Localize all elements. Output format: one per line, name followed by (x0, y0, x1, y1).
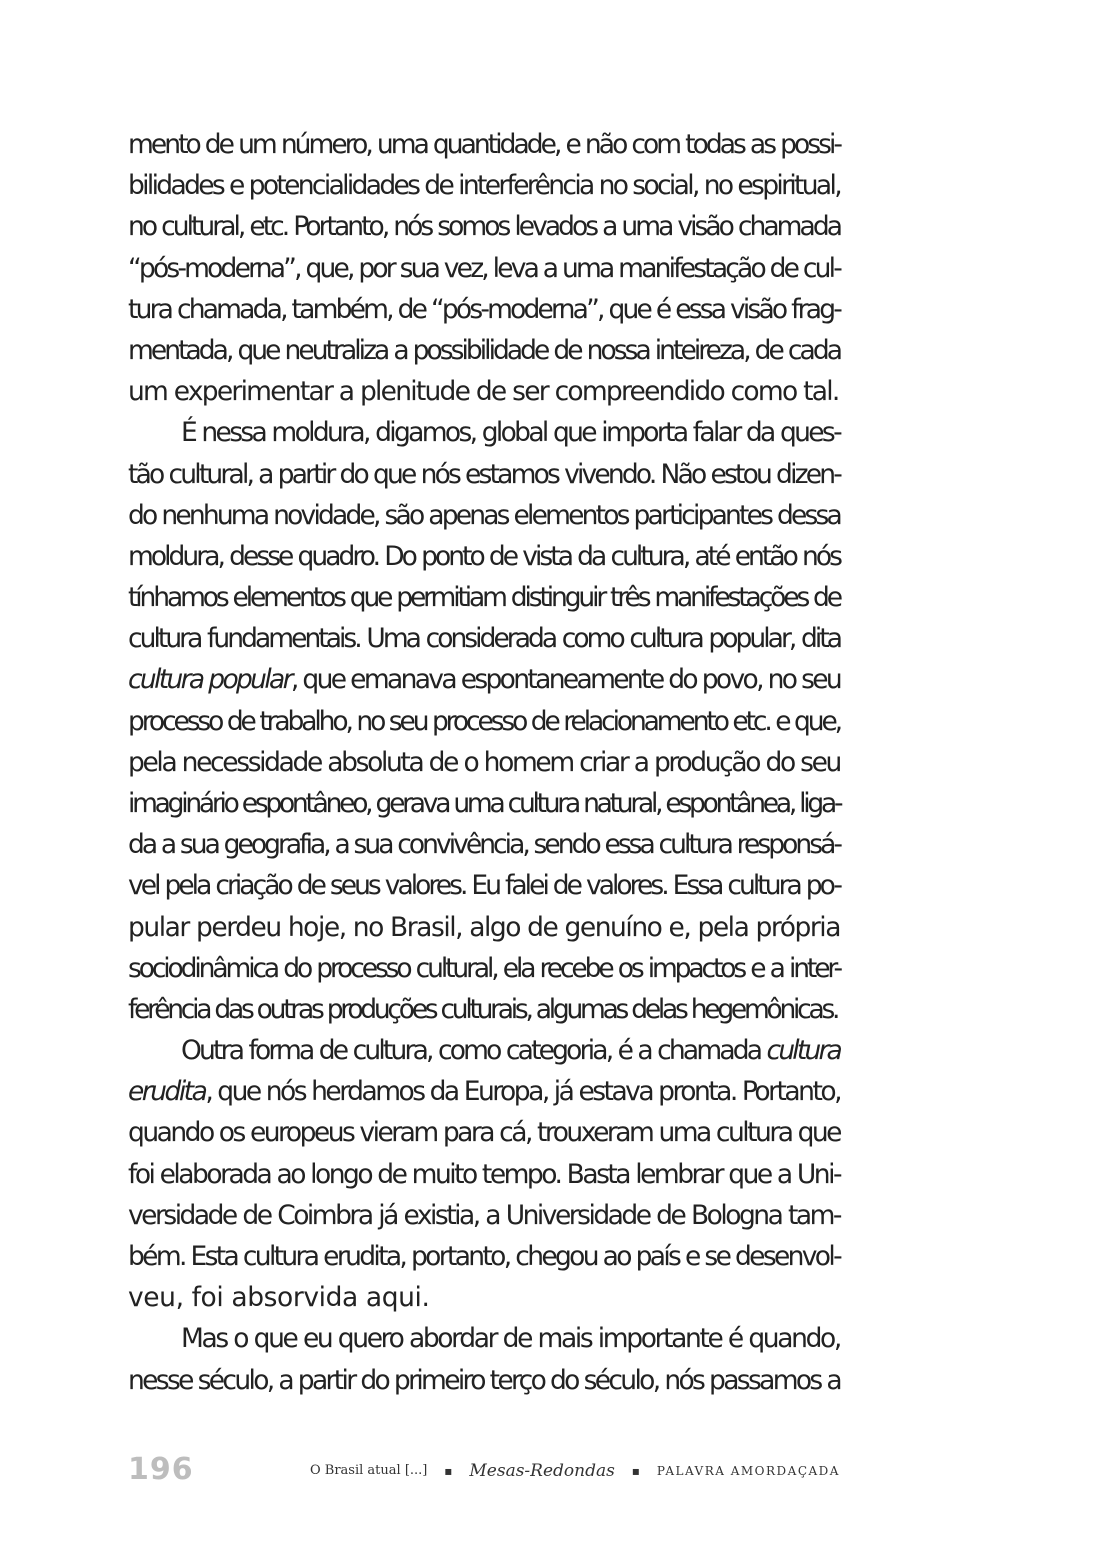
text-line: tínhamos elementos que permitiam distinguir três manifestações de (128, 582, 840, 613)
text-line: É nessa moldura, digamos, global que importa falar da ques- (181, 417, 840, 448)
text-line: pular perdeu hoje, no Brasil, algo de genuíno e, pela própria (128, 912, 840, 943)
text-line: bém. Esta cultura erudita, portanto, chegou ao país e se desenvol- (128, 1241, 840, 1272)
text-line (128, 1072, 840, 1112)
text-line: veu, foi absorvida aqui. (128, 1282, 430, 1313)
page-number: 196 (128, 1452, 194, 1487)
chapter-title: O Brasil atual [...] (310, 1463, 428, 1478)
text-line: moldura, desse quadro. Do ponto de vista da cultura, até então nós (128, 541, 840, 572)
series-title: Mesas-Redondas (469, 1461, 615, 1481)
text-line: mentada, que neutraliza a possibilidade de nossa inteireza, de cada (128, 335, 840, 366)
text-line: tura chamada, também, de “pós-moderna”, que é essa visão frag- (128, 294, 840, 325)
text-fragment: , que nós herdamos da Europa, já estava pronta. Portanto, (205, 1076, 840, 1107)
text-fragment: Outra forma de cultura, como categoria, é a chamada (181, 1035, 767, 1066)
italic-term: erudita (128, 1076, 206, 1107)
text-line: Mas o que eu quero abordar de mais importante é quando, (181, 1323, 840, 1354)
text-line: cultura fundamentais. Uma considerada como cultura popular, dita (128, 623, 840, 654)
text-line: um experimentar a plenitude de ser compreendido como tal. (128, 376, 839, 407)
text-line: no cultural, etc. Portanto, nós somos levados a uma visão chamada (128, 211, 840, 242)
text-line: ferência das outras produções culturais, algumas delas hegemônicas. (128, 994, 838, 1025)
text-line: quando os europeus vieram para cá, trouxeram uma cultura que (128, 1117, 840, 1148)
text-line: bilidades e potencialidades de interferência no social, no espiritual, (128, 170, 840, 201)
italic-term: cultura popular (128, 664, 291, 695)
text-line: “pós-moderna”, que, por sua vez, leva a uma manifestação de cul- (128, 253, 840, 284)
text-line: tão cultural, a partir do que nós estamos vivendo. Não estou dizen- (128, 459, 840, 490)
text-line: mento de um número, uma quantidade, e não com todas as possi- (128, 129, 840, 160)
text-line (128, 660, 840, 700)
text-line: nesse século, a partir do primeiro terço do século, nós passamos a (128, 1365, 840, 1396)
text-line: versidade de Coimbra já existia, a Universidade de Bologna tam- (128, 1200, 840, 1231)
text-line (181, 1031, 840, 1071)
text-line: do nenhuma novidade, são apenas elementos participantes dessa (128, 500, 840, 531)
page-footer (0, 1450, 1100, 1490)
text-line: vel pela criação de seus valores. Eu falei de valores. Essa cultura po- (128, 870, 840, 901)
text-line: da a sua geografia, a sua convivência, sendo essa cultura responsá- (128, 829, 840, 860)
text-fragment: , que emanava espontaneamente do povo, no seu (290, 664, 841, 695)
separator-bullet: ▪ (444, 1464, 453, 1478)
text-line: processo de trabalho, no seu processo de relacionamento etc. e que, (128, 706, 840, 737)
separator-bullet: ▪ (631, 1464, 640, 1478)
collection-title: PALAVRA AMORDAÇADA (656, 1464, 840, 1478)
text-line: sociodinâmica do processo cultural, ela recebe os impactos e a inter- (128, 953, 840, 984)
text-line: foi elaborada ao longo de muito tempo. Basta lembrar que a Uni- (128, 1159, 840, 1190)
text-line: imaginário espontâneo, gerava uma cultura natural, espontânea, liga- (128, 788, 841, 819)
running-footer (310, 1456, 840, 1486)
text-line: pela necessidade absoluta de o homem criar a produção do seu (128, 747, 840, 778)
italic-term: cultura (766, 1035, 840, 1066)
